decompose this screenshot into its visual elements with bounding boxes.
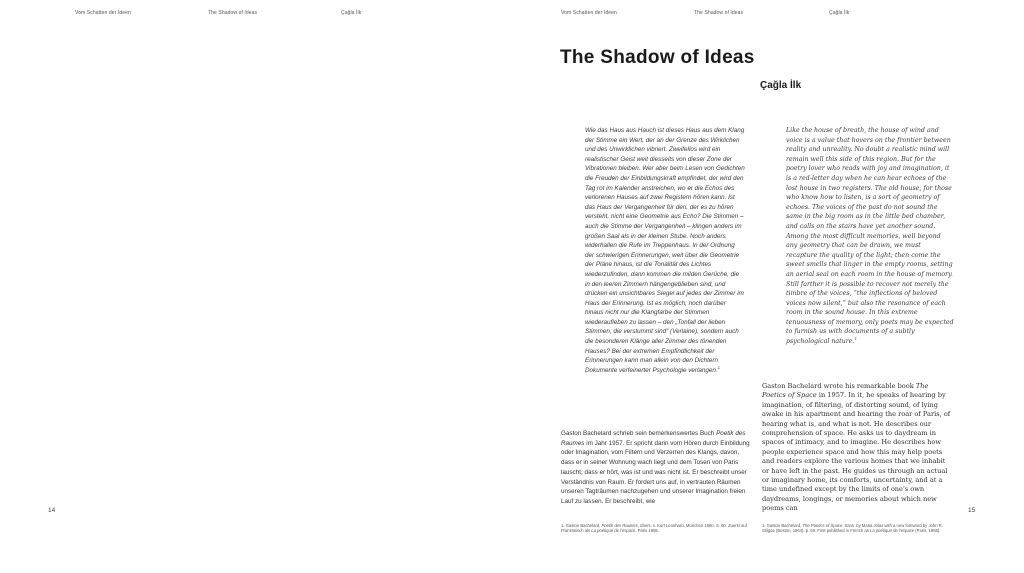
page-number-left: 14 [48,507,56,514]
german-footnote-rest: , übers. v. Kurt Leonhard, München 1960, S. 80. Zuerst auf Französisch als [561,523,747,534]
english-body-part2: in 1957. In it, he speaks of hearing by imagination, of filtering, of distorting sound, of lying awake in his apartment and hearing the roar of Paris, of hearing what is, and what is not. He describes our comprehension of space. He asks us to daydream in spaces of intimacy, and to imagine. He describes how people experience space and how this may help poets and readers explore the various homes that we inhabit or have left in the past. He guides us through an actual or imaginary home, its comforts, uncertainty, and at a time undefined except by the limits of one's own daydreams, longings, or memories about which new poems can [762,391,951,513]
article-title: The Shadow of Ideas [560,47,755,68]
german-footnote-orig-title: La poétique de l'espace [591,528,636,534]
german-body-part2: im Jahr 1957. Er spricht darin vom Hören durch Einbildung oder Imagination, vom Filtern und Verzerren des Klangs, davon, dass er in seiner Wohnung wach liegt und dem Tosen von Paris lauscht, dass er hört, was ist und was nicht ist. Er beschreibt unser Verständnis von Raum. Er fordert uns auf, in vertrauten Räumen unseren Tagträumen nachzugehen und unserer Imagination freien Lauf zu lassen. Er beschreibt, wie [561,439,750,505]
right-header-author: Çağla İlk [829,10,850,16]
german-footnote-lead: 1. Gaston Bachelard, [561,523,602,528]
english-footnote [762,523,952,534]
german-body-text [561,429,751,507]
english-book-title: The Poetics of Space [762,382,929,400]
english-body-part1: Gaston Bachelard wrote his remarkable book [762,382,916,390]
german-footnote-title: Poetik des Raumes [601,523,638,528]
german-footnote-end: , Paris 1958. [635,528,659,534]
german-quote [585,126,745,375]
german-quote-note-ref: 1 [717,364,720,370]
english-footnote-orig-title: La poétique de l'espace [870,528,915,534]
english-footnote-lead: 1. Gaston Bachelard, [762,523,803,528]
english-body-text [762,382,952,514]
right-header-series: Vom Schatten der Ideen [561,10,617,16]
german-footnote [561,523,751,534]
german-book-title: Poetik des Raumes [561,430,746,447]
german-quote-text: Wie das Haus aus Hauch ist dieses Haus aus dem Klang der Stimme ein Wert, der an der Grenze des Wirklichen und des Unwirklichen vibriert. Zweifellos wird ein realistischer Geist weit diesseits von dieser Zone der Vibrationen bleiben. Wer aber beim Lesen von Gedichten die Freuden der Einbildungskraft empfindet, der wird den Tag rot im Kalender anstreichen, wo er die Echos des verlorenen Hauses auf zwei Registern hören kann. Ist das Haus der Vergangenheit für den, der es zu hören versteht, nicht eine Geometrie aus Echo? Die Stimmen – auch die Stimme der Vergangenheit – klingen anders im großen Saal als in der kleinen Stube. Noch anders widerhallen die Rufe im Treppenhaus. In der Ordnung der schwierigen Erinnerungen, weit über die Geometrie der Pläne hinaus, ist die Tonalität des Lichtes wiederzufinden, dann kommen die milden Gerüche, die in den leeren Zimmern hängengeblieben sind, und drücken ein unsichtbares Siegel auf jedes der Zimmer im Haus der Erinnerung. Ist es möglich, noch darüber hinaus nicht nur die Klangfarbe der Stimmen wiederaufleben zu lassen – den „Tonfall der lieben Stimmen, die verstummt sind“ (Verlaine), sondern auch die besonderen Klänge aller Zimmer des tönenden Hauses? Bei der extremen Empfindlichkeit der Erinnerungen kann man allein von den Dichtern Dokumente verfeinerter Psychologie verlangen. [585,127,745,374]
left-header-author: Çağla İlk [341,10,362,16]
page-number-right: 15 [968,507,976,514]
english-quote-text: Like the house of breath, the house of wind and voice is a value that hovers on the frontier between reality and unreality. No doubt a realistic mind will remain well this side of this region. But for the poetry lover who reads with joy and imagination, it is a red-letter day when he can hear echoes of the lost house in two registers. The old house, for those who know how to listen, is a sort of geometry of echoes. The voices of the past do not sound the same in the big room as in the little bed chamber, and calls on the stairs have yet another sound. Among the most difficult memories, well beyond any geometry that can be drawn, we must recapture the quality of the light; then come the sweet smells that linger in the empty rooms, setting an aerial seal on each room in the house of memory. Still farther it is possible to recover not merely the timbre of the voices, “the inflections of beloved voices now silent,” but also the resonance of each room in the sound house. In this extreme tenuousness of memory, only poets may be expected to furnish us with documents of a subtly psychological nature. [786,127,954,346]
right-header-title: The Shadow of Ideas [694,10,744,16]
english-footnote-title: The Poetics of Space [802,523,843,528]
english-footnote-end: (Paris, 1958). [914,528,941,534]
left-header-title: The Shadow of Ideas [208,10,258,16]
english-footnote-rest: , trans. by Maria Jolas with a new foreword by John R. Stilgoe (Boston, 1964), p. 60. First published in French as [762,523,943,534]
english-quote-note-ref: 1 [854,335,858,341]
english-quote [786,126,954,347]
german-body-part1: Gaston Bachelard schrieb sein bemerkenswertes Buch [561,430,717,437]
left-header-series: Vom Schatten der Ideen [75,10,131,16]
article-author: Çağla İlk [760,80,802,91]
